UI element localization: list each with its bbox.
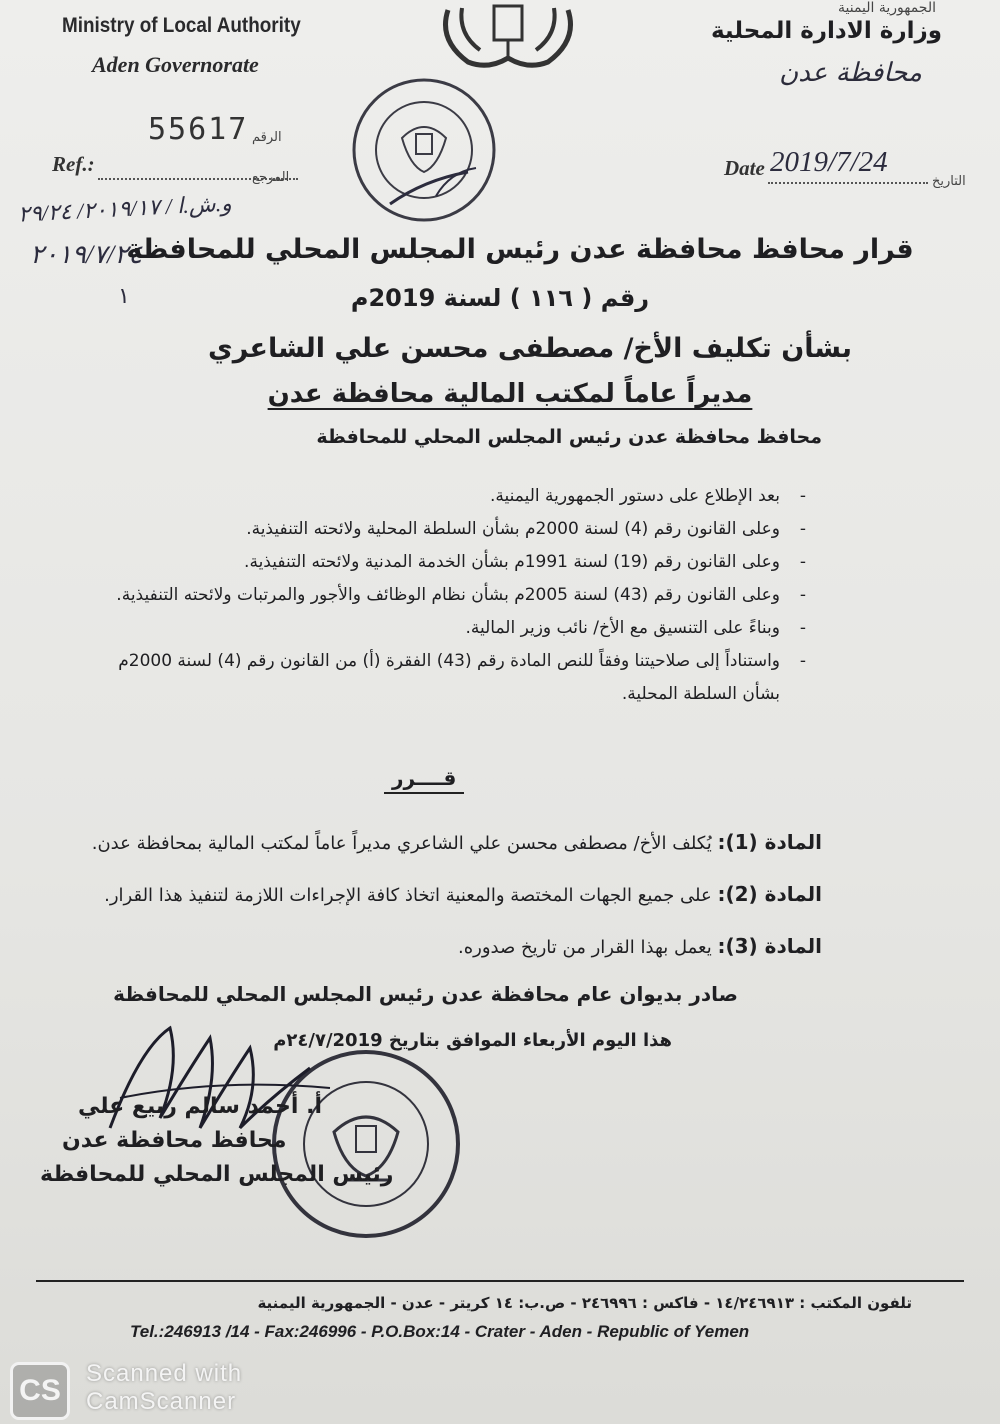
watermark-line-1: Scanned with <box>86 1360 243 1387</box>
article-label: المادة (1): <box>717 830 822 854</box>
decree-number: رقم ( ١١٦ ) لسنة 2019م <box>350 284 650 312</box>
decree-issuer: محافظ محافظة عدن رئيس المجلس المحلي للمحافظة <box>316 426 822 448</box>
preamble-list <box>86 480 806 711</box>
signatory-name: أ. أحمد سالم ربيع علي <box>78 1094 322 1119</box>
ministry-name-ar: وزارة الادارة المحلية <box>710 18 942 44</box>
preamble-item: - وعلى القانون رقم (43) لسنة 2005م بشأن نظام الوظائف والأجور والمرتبات ولائحته التنفيذية. <box>86 579 806 612</box>
handwritten-note-3: ١ <box>118 284 130 309</box>
date-label-ar: التاريخ <box>932 174 966 189</box>
reference-number-label: الرقم <box>252 130 282 145</box>
signatory-council-title: رئيس المجلس المحلي للمحافظة <box>40 1162 394 1187</box>
date-dotted-line <box>768 182 928 184</box>
handwritten-note-2: ٢٠١٩/٧/٢٤ <box>30 240 143 269</box>
handwritten-note-1: و.ش.ا / ٢٠١٩/١٧/ ٢٩/٢٤ <box>17 190 233 227</box>
article-1 <box>92 830 822 854</box>
signature-icon <box>100 1008 340 1148</box>
date-label: Date <box>724 156 765 180</box>
republic-fragment-ar: الجمهورية اليمنية <box>837 0 936 16</box>
footer-contact-ar: تلفون المكتب : ١٤/٢٤٦٩١٣ - فاكس : ٢٤٦٩٩٦ - ص.ب: ١٤ كريتر - عدن - الجمهورية اليمنية <box>257 1294 912 1312</box>
watermark-line-2: CamScanner <box>86 1388 237 1415</box>
decree-subject: بشأن تكليف الأخ/ مصطفى محسن علي الشاعري <box>207 333 852 364</box>
decree-subject-position-text: مديراً عاماً لمكتب المالية محافظة عدن <box>267 379 753 409</box>
article-text: يُكلف الأخ/ مصطفى محسن علي الشاعري مديراً عاماً لمكتب المالية بمحافظة عدن. <box>91 833 712 854</box>
preamble-item: - وعلى القانون رقم (4) لسنة 2000م بشأن السلطة المحلية ولائحته التنفيذية. <box>86 513 806 546</box>
decree-title: قرار محافظ محافظة عدن رئيس المجلس المحلي للمحافظة <box>126 234 914 265</box>
governorate-name-en: Aden Governorate <box>92 52 259 77</box>
date-value: 2019/7/24 <box>770 146 888 178</box>
article-3 <box>458 934 822 958</box>
footer-divider <box>36 1280 964 1282</box>
preamble-item: - وعلى القانون رقم (19) لسنة 1991م بشأن الخدمة المدنية ولائحته التنفيذية. <box>86 546 806 579</box>
decree-subject-position <box>0 379 1000 409</box>
decision-heading: قــــرر <box>384 766 464 794</box>
article-text: يعمل بهذا القرار من تاريخ صدوره. <box>457 937 712 958</box>
ministry-name-en: Ministry of Local Authority <box>62 14 301 37</box>
reference-number: 55617 <box>148 112 249 147</box>
preamble-item: - بعد الإطلاع على دستور الجمهورية اليمنية. <box>86 480 806 513</box>
article-2 <box>104 882 822 906</box>
ref-label-ar: المرجع <box>252 170 290 185</box>
round-stamp-icon <box>350 76 498 224</box>
ref-label: Ref.: <box>52 152 95 176</box>
eagle-emblem-icon <box>428 0 588 70</box>
preamble-item: - وبناءً على التنسيق مع الأخ/ نائب وزير المالية. <box>86 612 806 645</box>
preamble-item: - واستناداً إلى صلاحيتنا وفقاً للنص المادة رقم (43) الفقرة (أ) من القانون رقم (4) لسنة 2000م بشأن السلطة المحلية. <box>86 645 806 711</box>
footer-contact-en: Tel.:246913 /14 - Fax:246996 - P.O.Box:14 - Crater - Aden - Republic of Yemen <box>130 1322 750 1341</box>
camscanner-watermark <box>86 1360 242 1416</box>
issued-statement: صادر بديوان عام محافظة عدن رئيس المجلس المحلي للمحافظة <box>113 982 738 1006</box>
article-text: على جميع الجهات المختصة والمعنية اتخاذ كافة الإجراءات اللازمة لتنفيذ هذا القرار. <box>104 885 712 906</box>
signatory-title: محافظ محافظة عدن <box>62 1128 287 1153</box>
governorate-name-ar: محافظة عدن <box>779 58 922 88</box>
camscanner-logo-icon: CS <box>10 1362 70 1420</box>
issued-date: هذا اليوم الأربعاء الموافق بتاريخ ٢٤/٧/2019م <box>273 1030 672 1051</box>
article-label: المادة (3): <box>717 934 822 958</box>
article-label: المادة (2): <box>717 882 822 906</box>
